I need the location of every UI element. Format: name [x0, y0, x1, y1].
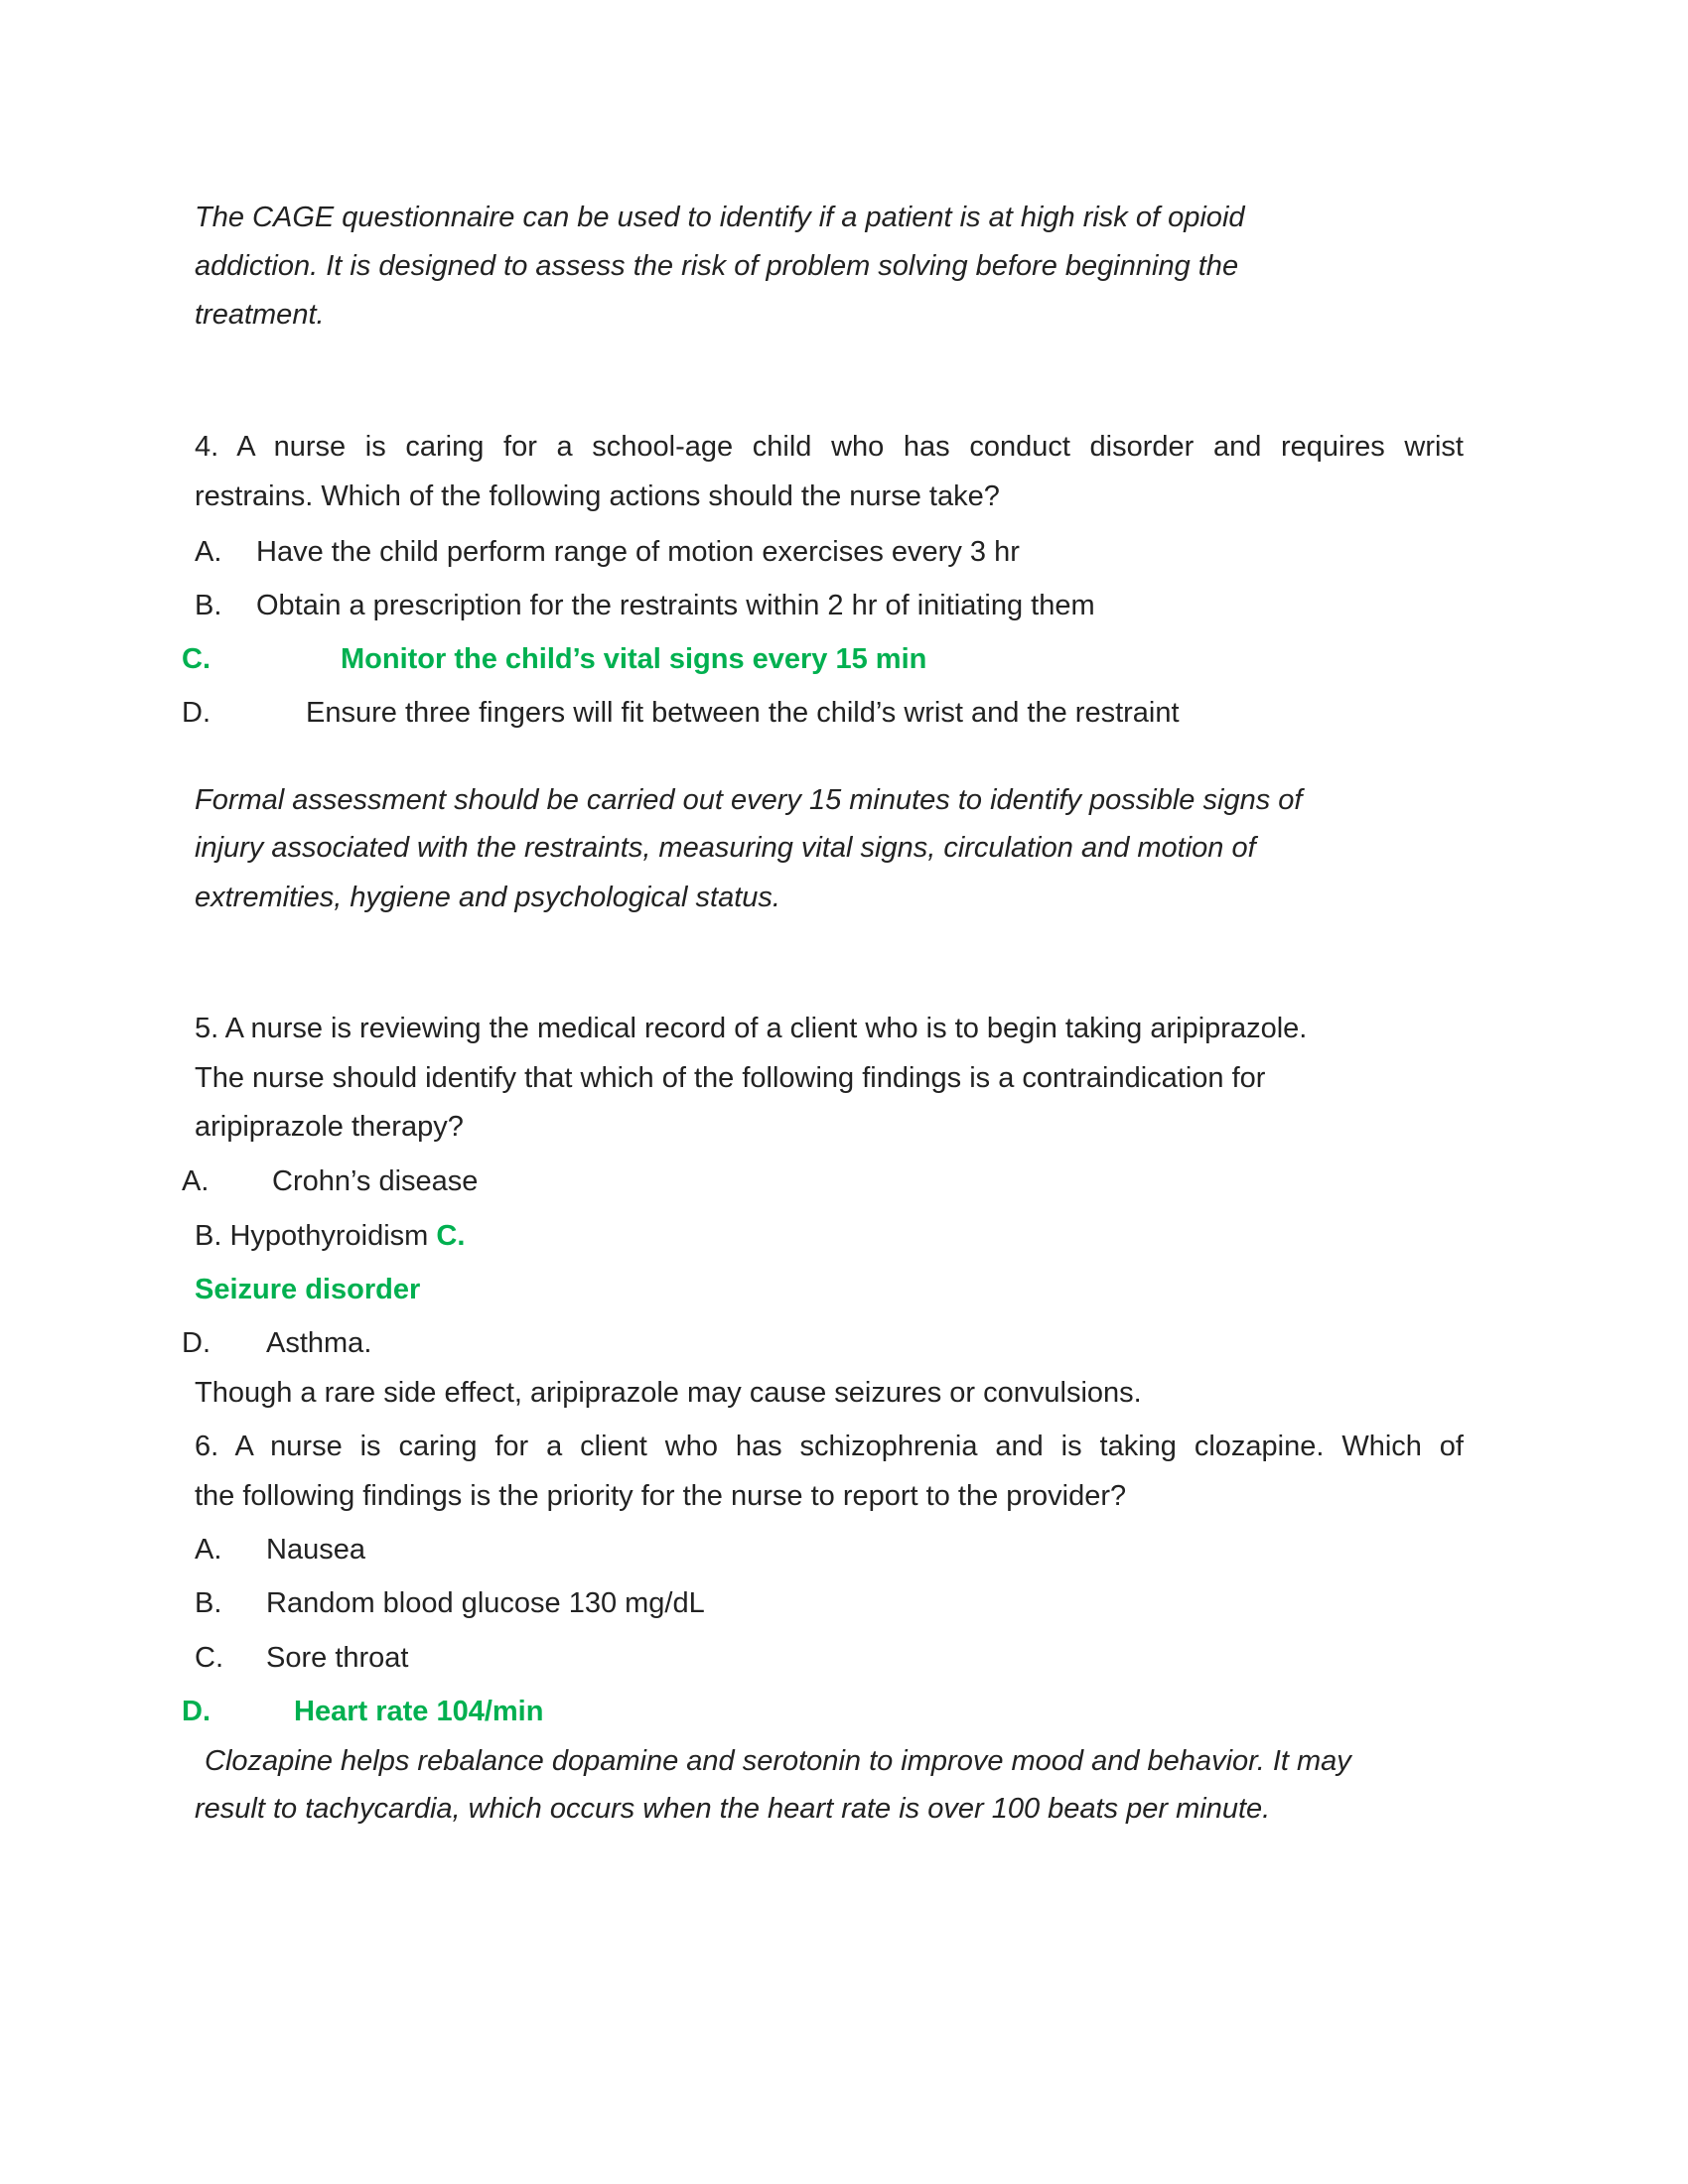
q6-option-label-correct: D. — [182, 1696, 211, 1727]
q5-option-label-correct: C. — [436, 1220, 466, 1252]
q5-option-c-correct: Seizure disorder — [195, 1274, 421, 1305]
q6-option-c: Sore throat — [266, 1642, 409, 1674]
q4-option-c-correct: Monitor the child’s vital signs every 15 min — [341, 643, 927, 675]
q4-option-d: Ensure three fingers will fit between the child’s wrist and the restraint — [306, 697, 1180, 729]
intro-explanation-line: The CAGE questionnaire can be used to identify if a patient is at high risk of opioid — [195, 202, 1245, 233]
q5-stem: The nurse should identify that which of the following findings is a contraindication for — [195, 1062, 1266, 1094]
q4-option-label: D. — [182, 697, 211, 729]
q5-option-a: Crohn’s disease — [272, 1165, 479, 1197]
q6-option-label: A. — [195, 1534, 222, 1566]
q5-option-label: B. — [195, 1220, 222, 1252]
q6-stem: 6. A nurse is caring for a client who has schizophrenia and is taking clozapine. Which of — [195, 1431, 1464, 1462]
q4-option-label-correct: C. — [182, 643, 211, 675]
q5-option-label: D. — [182, 1327, 211, 1359]
q6-option-label: C. — [195, 1642, 223, 1674]
q5-option-b-line — [195, 1218, 465, 1254]
q4-explanation: Formal assessment should be carried out every 15 minutes to identify possible signs of — [195, 784, 1303, 816]
q6-option-a: Nausea — [266, 1534, 365, 1566]
q6-option-b: Random blood glucose 130 mg/dL — [266, 1587, 705, 1619]
q5-option-label: A. — [182, 1165, 210, 1197]
q4-explanation: injury associated with the restraints, measuring vital signs, circulation and motion of — [195, 832, 1256, 864]
q5-option-b: Hypothyroidism — [229, 1220, 429, 1252]
q4-stem: 4. A nurse is caring for a school-age child who has conduct disorder and requires wrist — [195, 431, 1464, 463]
q4-option-b: Obtain a prescription for the restraints within 2 hr of initiating them — [256, 590, 1095, 621]
intro-explanation-line: addiction. It is designed to assess the risk of problem solving before beginning the — [195, 250, 1239, 282]
q5-stem: 5. A nurse is reviewing the medical record of a client who is to begin taking aripiprazole. — [195, 1013, 1308, 1044]
q6-option-d-correct: Heart rate 104/min — [294, 1696, 544, 1727]
q5-stem: aripiprazole therapy? — [195, 1111, 464, 1143]
q5-explanation: Though a rare side effect, aripiprazole may cause seizures or convulsions. — [195, 1377, 1142, 1409]
q5-option-d: Asthma. — [266, 1327, 372, 1359]
q4-explanation: extremities, hygiene and psychological status. — [195, 882, 780, 913]
intro-explanation-line: treatment. — [195, 299, 325, 331]
q6-option-label: B. — [195, 1587, 222, 1619]
q4-stem: restrains. Which of the following actions should the nurse take? — [195, 480, 1000, 512]
q6-explanation: Clozapine helps rebalance dopamine and serotonin to improve mood and behavior. It may — [205, 1745, 1351, 1777]
q6-stem: the following findings is the priority for the nurse to report to the provider? — [195, 1480, 1127, 1512]
q6-explanation: result to tachycardia, which occurs when the heart rate is over 100 beats per minute. — [195, 1793, 1271, 1825]
q4-option-label: A. — [195, 536, 222, 568]
q4-option-a: Have the child perform range of motion exercises every 3 hr — [256, 536, 1020, 568]
q4-option-label: B. — [195, 590, 222, 621]
